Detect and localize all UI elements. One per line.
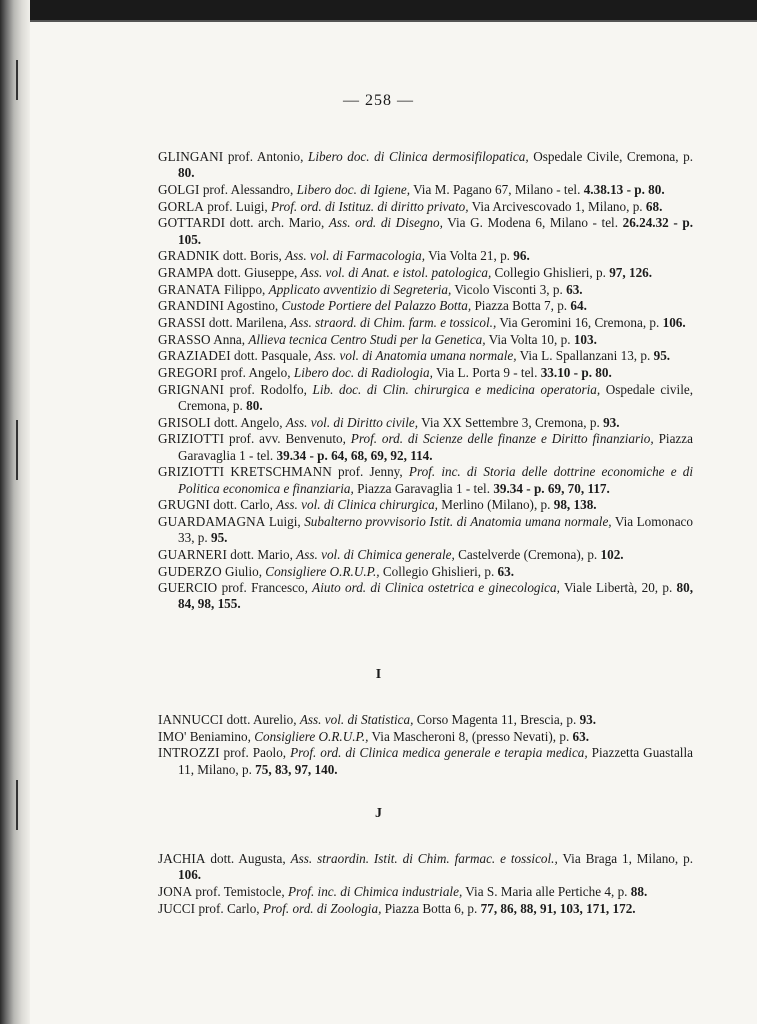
entry-name: GRASSO [158,331,211,347]
index-entry [158,745,693,777]
section-letter-i: I [375,667,382,682]
entry-desc: Ass. vol. di Anat. e istol. patologica, [300,264,492,280]
entry-pages: 93. [579,712,597,727]
entry-pages: 106. [178,867,202,883]
entry-post: Vicolo Visconti 3, p. [451,281,567,297]
entry-name: GRAZIADEI [158,348,231,364]
entry-pre: dott. Aurelio, [223,712,300,727]
entry-pages: 102. [600,546,624,562]
entry-post: Merlino (Milano), p. [437,497,554,513]
index-entry [158,365,693,381]
entry-pre: Luigi, [265,513,305,529]
index-entry [158,248,693,264]
index-entry [158,382,693,414]
index-entry [158,712,693,728]
entry-pre: Filippo, [220,281,269,297]
entry-pages: 80, 84, 98, 155. [178,580,693,612]
entry-pre: prof. Carlo, [195,900,263,916]
entry-name: IANNUCCI [158,712,224,727]
entry-desc: Ass. vol. di Diritto civile, [285,414,419,430]
entry-post: Collegio Ghislieri, p. [491,264,610,280]
index-entry [158,315,693,331]
entry-post: Via L. Porta 9 - tel. [432,365,541,381]
entry-pre: prof. Luigi, [203,198,271,214]
entry-post: Via Geromini 16, Cremona, p. [496,315,663,331]
entry-pre: Anna, [210,331,249,347]
entry-desc: Ass. vol. di Clinica chirurgica, [276,497,438,513]
entry-post: Piazza Botta 6, p. [381,900,481,916]
entry-pages: 63. [566,281,583,297]
entry-post: Viale Libertà, 20, p. [559,580,677,596]
index-entry [158,149,693,181]
entry-name: GOLGI [158,181,200,197]
entry-pages: 106. [662,315,686,331]
entry-desc: Prof. inc. di Storia delle dottrine economiche e di Politica economica e finanziaria, [178,464,693,496]
entry-pre: dott. Carlo, [209,497,277,513]
index-entry [158,851,693,883]
index-entry [158,265,693,281]
binding-mark [16,420,18,480]
entry-pages: 80. [246,398,263,414]
section-letter-j: J [375,806,382,821]
entry-name: GLINGANI [158,149,224,164]
entry-pre: prof. Paolo, [219,745,291,761]
entry-post: Via S. Maria alle Pertiche 4, p. [462,883,631,899]
entry-pre: dott. Boris, [219,248,286,264]
entry-pages: 98, 138. [553,497,597,513]
entry-pages: 64. [570,298,587,314]
entry-name: GRUGNI [158,497,210,513]
entry-pages: 95. [653,348,671,364]
entry-desc: Custode Portiere del Palazzo Botta, [281,298,472,314]
index-entry [158,215,693,247]
entry-post: Piazza Garavaglia 1 - tel. [353,480,494,496]
index-entry [158,729,693,745]
entry-pre: prof. Temistocle, [192,883,288,899]
entry-pages: 103. [573,331,597,347]
entry-pages: 39.34 - p. 69, 70, 117. [493,480,610,496]
entry-name: GUERCIO [158,580,218,596]
index-entry [158,564,693,580]
entry-desc: Consigliere O.R.U.P., [254,728,369,744]
entry-desc: Libero doc. di Clinica dermosifilopatica, [308,149,529,164]
entry-name: GRASSI [158,315,206,331]
entry-desc: Prof. ord. di Clinica medica generale e terapia medica, [290,745,588,761]
index-entry [158,901,693,917]
entry-pages: 63. [572,728,590,744]
entry-post: Ospedale Civile, Cremona, p. [528,149,694,164]
entry-name: GUDERZO [158,563,222,579]
entry-name: JUCCI [158,900,196,916]
entry-pre: prof. Rodolfo, [224,381,313,397]
entry-pages: 63. [497,563,515,579]
entry-pre: dott. Pasquale, [230,348,315,364]
entry-name: JACHIA [158,851,206,866]
index-entry [158,332,693,348]
entry-desc: Aiuto ord. di Clinica ostetrica e ginecologica, [312,580,560,596]
entry-name: GREGORI [158,365,218,381]
entry-desc: Ass. vol. di Anatomia umana normale, [314,348,517,364]
entry-post: Ospedale civile, Cremona, p. [178,381,694,414]
entry-pages: 77, 86, 88, 91, 103, 171, 172. [480,900,636,916]
index-entry [158,514,693,546]
entry-post: Via Arcivescovado 1, Milano, p. [468,198,646,214]
entry-desc: Ass. straordin. Istit. di Chim. farmac. e tossicol., [290,851,558,866]
entry-desc: Ass. vol. di Farmacologia, [285,248,426,264]
entry-post: Via XX Settembre 3, Cremona, p. [418,414,604,430]
entry-post: Collegio Ghislieri, p. [379,563,498,579]
entry-post: Via L. Spallanzani 13, p. [516,348,654,364]
entry-post: Via Lomonaco 33, p. [178,513,693,546]
entry-post: Via M. Pagano 67, Milano - tel. [410,181,584,197]
entry-pages: 96. [513,248,530,264]
entry-pre: Agostino, [224,298,282,314]
entry-pages: 68. [645,198,663,214]
entry-name: GRISOLI [158,414,211,430]
entry-desc: Subalterno provvisorio Istit. di Anatomia umana normale, [304,513,612,529]
index-entry [158,298,693,314]
entry-pages: 33.10 - p. 80. [540,365,612,381]
index-entry [158,282,693,298]
index-entry [158,415,693,431]
index-entry [158,580,693,612]
entry-name: GRIZIOTTI [158,431,225,447]
section-i-entries [158,712,693,778]
entry-desc: Consigliere O.R.U.P., [265,563,380,579]
page-number: — 258 — [343,92,414,109]
index-entry [158,182,693,198]
entry-pre: prof. Francesco, [217,580,313,596]
entry-pages: 75, 83, 97, 140. [255,761,338,777]
entry-post: Via Volta 10, p. [485,331,574,347]
index-entry [158,348,693,364]
entry-pre: Giulio, [221,563,266,579]
entry-desc: Prof. inc. di Chimica industriale, [288,883,463,899]
entry-pages: 39.34 - p. 64, 68, 69, 92, 114. [276,447,433,463]
index-entry [158,884,693,900]
entry-post: Piazzetta Guastalla 11, Milano, p. [178,745,693,777]
entry-desc: Prof. ord. di Zoologia, [262,900,382,916]
entry-pages: 80. [178,165,195,181]
entry-desc: Ass. vol. di Chimica generale, [296,546,455,562]
entry-post: Corso Magenta 11, Brescia, p. [413,712,580,727]
entry-pre: dott. arch. Mario, [225,215,329,231]
entry-pre: dott. Augusta, [205,851,291,866]
entry-post: Via G. Modena 6, Milano - tel. [442,215,623,231]
entry-desc: Ass. straord. di Chim. farm. e tossicol., [290,315,497,331]
index-entry [158,547,693,563]
entry-desc: Allieva tecnica Centro Studi per la Genetica, [248,331,486,347]
entry-desc: Applicato avventizio di Segreteria, [268,281,452,297]
entry-post: Castelverde (Cremona), p. [454,546,601,562]
entry-name: JONA [158,883,193,899]
entry-pre: prof. Alessandro, [199,181,297,197]
book-binding-shadow [0,0,30,1024]
entry-pre: prof. Jenny, [331,464,409,480]
entry-name: IMO' [158,728,187,744]
entry-pages: 26.24.32 - p. 105. [178,215,693,247]
entry-pages: 88. [630,883,648,899]
section-j-entries [158,851,693,917]
section-g-entries [158,149,693,613]
entry-pre: dott. Angelo, [210,414,286,430]
entry-name: GUARDAMAGNA [158,513,266,529]
index-entry [158,431,693,463]
entry-name: GUARNERI [158,546,227,562]
entry-pre: prof. avv. Benvenuto, [224,431,351,447]
entry-post: Piazza Botta 7, p. [471,298,571,314]
entry-pre: prof. Antonio, [223,149,308,164]
scan-top-edge [0,0,757,20]
entry-post: Via Mascheroni 8, (presso Nevati), p. [368,728,573,744]
index-entry [158,199,693,215]
entry-post: Via Volta 21, p. [425,248,514,264]
entry-name: INTROZZI [158,745,220,761]
entry-pre: dott. Marilena, [205,315,291,331]
entry-desc: Libero doc. di Radiologia, [293,365,433,381]
entry-name: GRANDINI [158,298,224,314]
entry-pages: 95. [210,530,228,546]
entry-name: GRADNIK [158,248,220,264]
scan-top-line [0,20,757,22]
entry-name: GRIZIOTTI KRETSCHMANN [158,464,332,480]
entry-desc: Libero doc. di Igiene, [296,181,411,197]
entry-pre: Beniamino, [186,728,255,744]
entry-pages: 97, 126. [609,264,653,280]
entry-pre: prof. Angelo, [217,365,294,381]
index-entry [158,464,693,496]
entry-name: GOTTARDI [158,215,226,231]
entry-pre: dott. Giuseppe, [213,264,301,280]
entry-name: GRAMPA [158,264,214,280]
entry-desc: Ass. vol. di Statistica, [299,712,414,727]
binding-mark [16,780,18,830]
index-entry [158,497,693,513]
entry-post: Piazza Garavaglia 1 - tel. [178,431,693,463]
entry-pre: dott. Mario, [226,546,297,562]
entry-post: Via Braga 1, Milano, p. [557,851,693,866]
entry-name: GRIGNANI [158,381,224,397]
entry-name: GRANATA [158,281,221,297]
entry-pages: 93. [603,414,620,430]
entry-pages: 4.38.13 - p. 80. [583,181,665,197]
entry-desc: Ass. ord. di Disegno, [328,215,443,231]
entry-desc: Prof. ord. di Scienze delle finanze e Diritto finanziario, [350,431,654,447]
entry-desc: Lib. doc. di Clin. chirurgica e medicina operatoria, [312,381,601,397]
entry-name: GORLA [158,198,204,214]
entry-desc: Prof. ord. di Istituz. di diritto privato, [270,198,469,214]
